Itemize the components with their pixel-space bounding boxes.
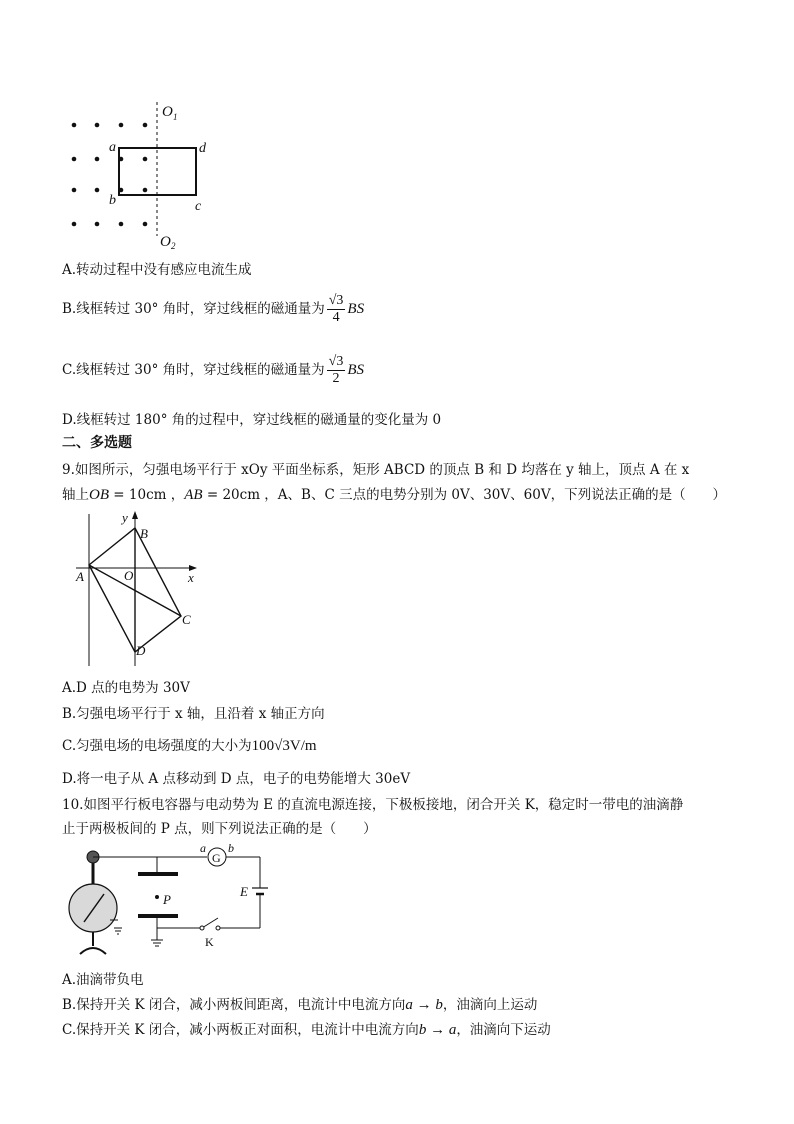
electroscope-base	[80, 948, 106, 954]
label-b: b	[228, 842, 234, 855]
label-a: a	[200, 842, 206, 855]
q9-option-b: B.匀强电场平行于 x 轴，且沿着 x 轴正方向	[62, 706, 325, 722]
q8-option-b-prefix: B.线框转过 30° 角时，穿过线框的磁通量为	[62, 301, 325, 317]
label-c: c	[195, 199, 202, 214]
label-o1: O	[162, 104, 173, 120]
label-o2-sub: 2	[171, 241, 176, 250]
y-axis-arrow	[132, 511, 138, 519]
q10-option-b-prefix: B.保持开关 K 闭合，减小两板间距离，电流计中电流方向	[62, 997, 406, 1013]
q8-option-c-fraction	[327, 354, 346, 387]
q8-option-c	[62, 354, 364, 387]
label-K: K	[205, 935, 214, 949]
q9-coordinate-figure	[62, 508, 202, 668]
q10-capacitor-circuit-figure	[62, 842, 272, 964]
q10-stem-line1: 10.如图平行板电容器与电动势为 E 的直流电源连接，下极板接地，闭合开关 K，稳定时一带电的油滴静	[62, 797, 684, 813]
electroscope-jar	[69, 884, 117, 932]
label-E: E	[240, 884, 248, 899]
section-heading: 二、多选题	[62, 435, 132, 451]
q9-option-c-value: 100√3V/m	[251, 738, 317, 754]
q10-option-b-suffix: ，油滴向上运动	[442, 997, 538, 1013]
capacitor-top-plate	[138, 872, 178, 876]
label-D: D	[136, 643, 146, 658]
label-B: B	[140, 526, 148, 541]
switch-contact	[200, 926, 204, 930]
q8-option-c-prefix: C.线框转过 30° 角时，穿过线框的磁通量为	[62, 362, 325, 378]
fraction-numerator: √3	[328, 354, 344, 369]
q8-option-b	[62, 293, 364, 326]
label-a: a	[109, 140, 116, 155]
label-A: A	[76, 569, 84, 584]
label-P: P	[163, 892, 171, 907]
q10-option-c-math: b → a	[418, 1022, 457, 1038]
q10-option-b-math: a → b	[405, 997, 443, 1013]
q10-stem-line2: 止于两极板间的 P 点，则下列说法正确的是（ ）	[62, 821, 377, 837]
q9-text: = 10cm ，	[109, 487, 185, 503]
q9-ab: AB	[184, 487, 203, 503]
q9-option-c	[62, 734, 317, 755]
label-d: d	[199, 141, 206, 156]
q9-stem-line1: 9.如图所示，匀强电场平行于 xOy 平面坐标系，矩形 ABCD 的顶点 B 和 D 均落在 y 轴上，顶点 A 在 x	[62, 462, 690, 478]
q10-option-c-prefix: C.保持开关 K 闭合，减小两板正对面积，电流计中电流方向	[62, 1022, 419, 1038]
fraction-denominator: 4	[332, 310, 340, 325]
label-x: x	[188, 570, 194, 585]
q9-text: 轴上	[62, 487, 89, 503]
q10-option-b	[62, 993, 537, 1014]
q8-option-b-suffix: BS	[347, 301, 365, 317]
q8-option-b-fraction	[327, 293, 346, 326]
label-C: C	[182, 612, 191, 627]
q9-option-d: D.将一电子从 A 点移动到 D 点，电子的电势能增大 30eV	[62, 771, 411, 787]
q10-option-c-suffix: ，油滴向下运动	[456, 1022, 551, 1038]
label-o2: O	[160, 234, 171, 250]
q10-option-c	[62, 1018, 551, 1039]
q10-option-a: A.油滴带负电	[62, 972, 144, 988]
label-O: O	[124, 568, 134, 583]
fraction-denominator: 2	[332, 371, 340, 386]
field-dots	[72, 123, 148, 227]
q8-option-a: A.转动过程中没有感应电流生成	[62, 262, 252, 278]
switch-k-blade	[202, 918, 218, 928]
q9-text: = 20cm ，A、B、C 三点的电势分别为 0V、30V、60V，下列说法正确的是（ ）	[202, 487, 727, 503]
label-y: y	[122, 510, 128, 525]
label-b: b	[109, 193, 116, 208]
q9-option-c-prefix: C.匀强电场的电场强度的大小为	[62, 738, 252, 754]
fraction-numerator: √3	[328, 293, 344, 308]
capacitor-bottom-plate	[138, 914, 178, 918]
q9-ob: OB	[89, 487, 109, 503]
label-G: G	[212, 851, 221, 865]
switch-contact	[216, 926, 220, 930]
q8-option-d: D.线框转过 180° 角的过程中，穿过线框的磁通量的变化量为 0	[62, 412, 442, 428]
q8-option-c-suffix: BS	[347, 362, 365, 378]
oil-drop-p	[155, 895, 159, 899]
q8-magnetic-field-figure	[60, 98, 220, 250]
label-o1-sub: 1	[173, 112, 178, 122]
q9-stem-line2	[62, 483, 726, 504]
q9-option-a: A.D 点的电势为 30V	[62, 680, 190, 696]
